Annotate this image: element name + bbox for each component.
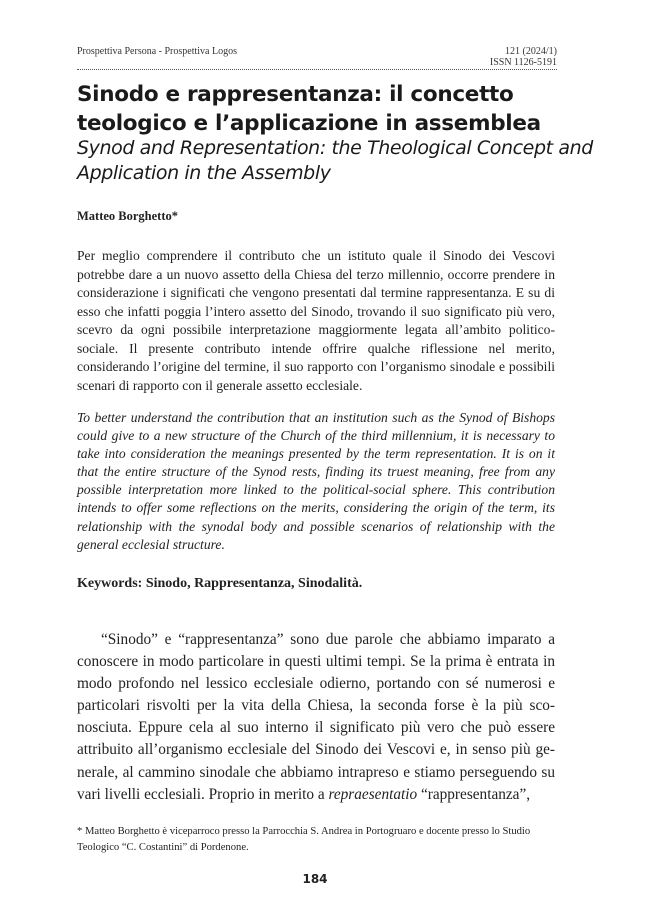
issn: ISSN 1126-5191 <box>489 57 557 68</box>
article-title-english: Synod and Representation: the Theological Concept and Application in the Assembly <box>77 137 593 184</box>
issue-number: 121 (2024/1) <box>505 46 557 57</box>
italic-term: repraesentatio <box>328 785 418 803</box>
author-name: Matteo Borghetto* <box>77 209 179 223</box>
abstract-english: To better understand the contribution that an institution such as the Synod of Bishops could give to a new structure of the Church of the third millennium, it is necessary to take into consideration the meanings presented by the term representation. It is on it that the entire structure of the Synod rests, finding its truest meaning, free from any possible interpretation more linked to the political-social sphere. This contribution intends to offer some reflections on the merits, considering the origin of the term, its relationship with the synodal body and possible scenarios of relationship with the general ecclesial structure. <box>77 410 555 552</box>
journal-name: Prospettiva Persona - Prospettiva Logos <box>77 46 237 57</box>
body-text-part-2: “rappresentanza”, <box>417 785 531 803</box>
article-title-italian: Sinodo e rappresentanza: il concetto teologico e l’applicazione in assemblea <box>77 82 541 136</box>
abstract-italian: Per meglio comprendere il contributo che un istituto quale il Sinodo dei Vescovi potrebbe dare a un nuovo assetto della Chiesa del terzo millennio, occorre prendere in considerazione i significati che vengono presentati dal termine rappresentanza. E su di esso che infatti poggia l’intero assetto del Sinodo, trovando il suo significato più vero, scevro da ogni possibile interpretazione maggiormente legata all’ambito politico-sociale. Il presente contributo intende offrire qualche riflessione nel merito, considerando l’origine del termine, il suo rapporto con l’organismo sinodale e possibili scenari di rapporto con il generale assetto ecclesiale. <box>77 248 555 393</box>
page-number: 184 <box>302 872 328 886</box>
body-paragraph <box>77 629 555 806</box>
running-header <box>77 43 557 70</box>
footnote: * Matteo Borghetto è viceparroco presso la Parrocchia S. Andrea in Portogruaro e docente presso lo Studio Teologico “C. Costantini” di Pordenone. <box>77 826 531 853</box>
body-text-part-1: “Sinodo” e “rappresentanza” sono due parole che abbiamo imparato a conoscere in modo particolare in questi ultimi tempi. Se la prima è entrata in modo profondo nel lessico ecclesiale odierno, portando con sé numerosi e particolari risvolti per la vita della Chiesa, la seconda forse è la più sconosciuta. Eppure cela al suo interno il significato più vero che può essere attribuito all’organismo ecclesiale del Sinodo dei Vescovi e, in senso più generale, al cammino sinodale che abbiamo intrapreso e stiamo perseguendo su vari livelli ecclesiali. Proprio in merito a <box>77 631 555 803</box>
keywords: Keywords: Sinodo, Rappresentanza, Sinodalità. <box>77 576 363 591</box>
issue-info <box>490 46 557 68</box>
